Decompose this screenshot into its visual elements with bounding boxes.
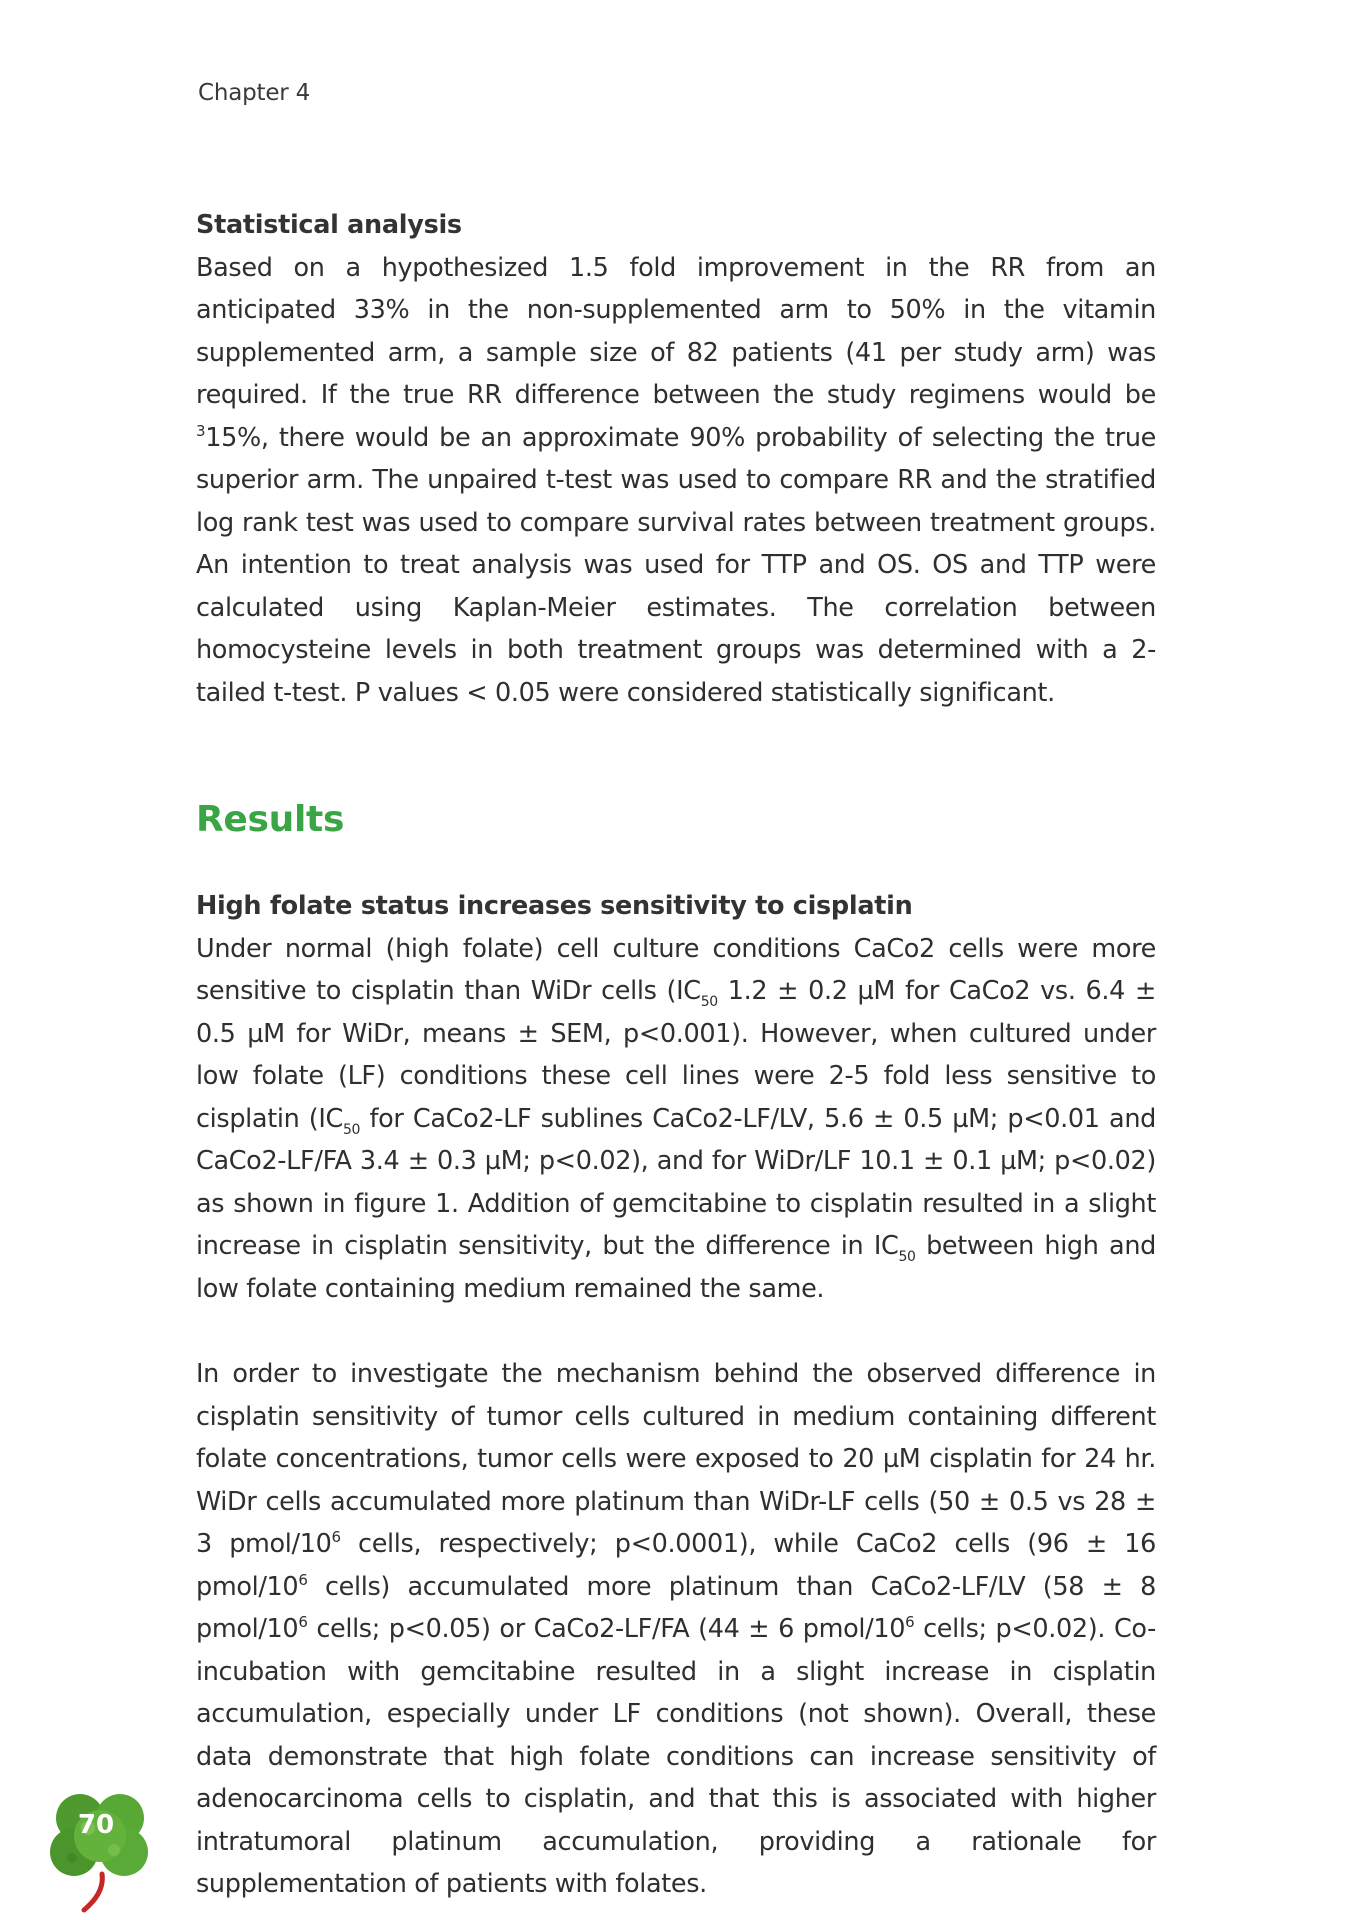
para1-sub-3: 50 bbox=[898, 1249, 916, 1265]
para2-text-1: In order to investigate the mechanism behind the observed difference in cisplatin sensitivity of tumor cells cultured in medium containing different folate concentrations, tumor cells were exposed to 20 µM cisplatin for 24 hr. WiDr cells accumulated more platinum than WiDr-LF cells (50 ± 0.5 vs 28 ± 3 pmol/10 bbox=[196, 1359, 1156, 1559]
para2-text-3: cells) accumulated more platinum than CaCo2-LF/LV (58 ± 8 pmol/10 bbox=[196, 1571, 1156, 1644]
page-number: 70 bbox=[77, 1810, 115, 1840]
stats-text-1: Based on a hypothesized 1.5 fold improvement in the RR from an anticipated 33% in the non-supplemented arm to 50% in the vitamin supplemented arm, a sample size of 82 patients (41 per study arm) was required. If the true RR difference between the study regimens would be bbox=[196, 252, 1156, 410]
para2-sup-4: 6 bbox=[905, 1613, 915, 1631]
para2-sup-3: 6 bbox=[298, 1613, 308, 1631]
statistical-analysis-paragraph bbox=[196, 247, 1156, 715]
para1-text-2: 1.2 ± 0.2 µM for CaCo2 vs. 6.4 ± 0.5 µM for WiDr, means ± SEM, p<0.001). However, when cultured under low folate (LF) conditions these cell lines were 2-5 fold less sensitive to cisplatin (IC bbox=[196, 976, 1156, 1134]
results-paragraph-2 bbox=[196, 1353, 1156, 1906]
results-subheading: High folate status increases sensitivity to cisplatin bbox=[196, 891, 913, 921]
clover-icon bbox=[44, 1788, 156, 1916]
statistical-analysis-heading: Statistical analysis bbox=[196, 210, 462, 240]
para2-text-2: cells, respectively; p<0.0001), while CaCo2 cells (96 ± 16 pmol/10 bbox=[196, 1529, 1157, 1602]
para1-sub-2: 50 bbox=[343, 1121, 361, 1138]
stats-superscript: 3 bbox=[196, 421, 206, 440]
para2-sup-1: 6 bbox=[331, 1528, 341, 1546]
para1-text-3: for CaCo2-LF sublines CaCo2-LF/LV, 5.6 ± 0.5 µM; p<0.01 and CaCo2-LF/FA 3.4 ± 0.3 µM; p<0.02), and for WiDr/LF 10.1 ± 0.1 µM; p<0.02) as shown in figure 1. Addition of gemcitabine to cisplatin resulted in a slight increase in cisplatin sensitivity, but the difference in IC bbox=[196, 1103, 1156, 1261]
chapter-label: Chapter 4 bbox=[198, 80, 311, 106]
page-content bbox=[196, 204, 1156, 1906]
para2-text-4: cells; p<0.05) or CaCo2-LF/FA (44 ± 6 pmol/10 bbox=[307, 1614, 906, 1644]
results-paragraph-1 bbox=[196, 928, 1156, 1311]
para2-text-5: cells; p<0.02). Co-incubation with gemcitabine resulted in a slight increase in cisplatin accumulation, especially under LF conditions (not shown). Overall, these data demonstrate that high folate conditions can increase sensitivity of adenocarcinoma cells to cisplatin, and that this is associated with higher intratumoral platinum accumulation, providing a rationale for supplementation of patients with folates. bbox=[196, 1614, 1156, 1899]
results-section-title: Results bbox=[196, 799, 345, 840]
para1-text-1: Under normal (high folate) cell culture conditions CaCo2 cells were more sensitive to cisplatin than WiDr cells (IC bbox=[196, 933, 1156, 1006]
para1-sub-1: 50 bbox=[700, 994, 718, 1010]
para1-text-4: between high and low folate containing medium remained the same. bbox=[196, 1231, 1156, 1304]
stats-text-2: 15%, there would be an approximate 90% probability of selecting the true superior arm. The unpaired t-test was used to compare RR and the stratified log rank test was used to compare survival rates between treatment groups. An intention to treat analysis was used for TTP and OS. OS and TTP were calculated using Kaplan-Meier estimates. The correlation between homocysteine levels in both treatment groups was determined with a 2-tailed t-test. P values < 0.05 were considered statistically significant. bbox=[196, 422, 1156, 708]
para2-sup-2: 6 bbox=[298, 1570, 308, 1589]
